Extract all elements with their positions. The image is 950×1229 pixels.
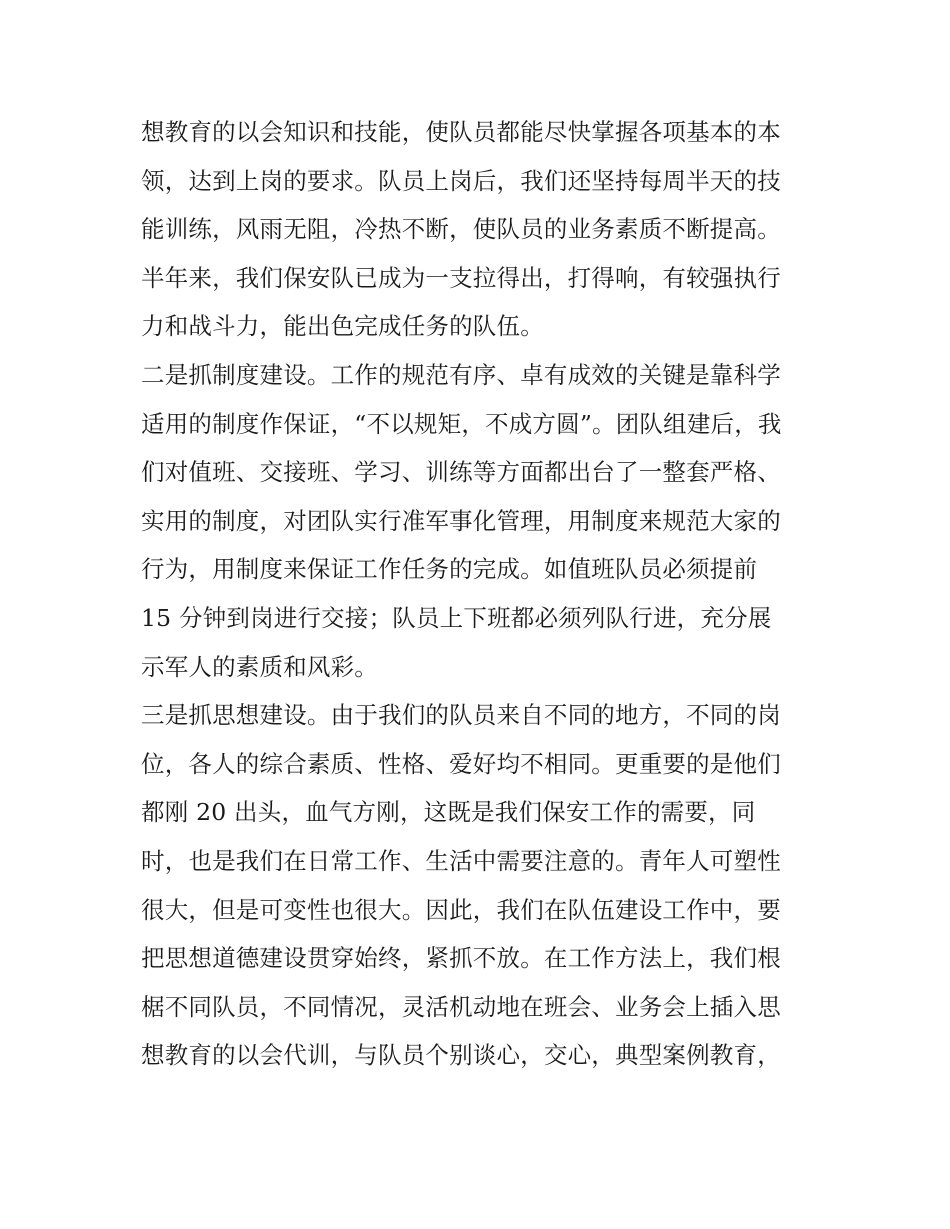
text-line: 们对值班、交接班、学习、训练等方面都出台了一整套严格、 (141, 458, 781, 487)
text-line: 想教育的以会代训，与队员个别谈心，交心，典型案例教育， (141, 1041, 781, 1070)
text-line: 半年来，我们保安队已成为一支拉得出，打得响，有较强执行 (141, 263, 781, 292)
text-line: 15 分钟到岗进行交接；队员上下班都必须列队行进，充分展 (141, 603, 772, 632)
text-line: 想教育的以会知识和技能，使队员都能尽快掌握各项基本的本 (141, 118, 781, 146)
text-line: 力和战斗力，能出色完成任务的队伍。 (141, 312, 544, 341)
text-line: 实用的制度，对团队实行准军事化管理，用制度来规范大家的 (141, 506, 781, 535)
text-line: 三是抓思想建设。由于我们的队员来自不同的地方，不同的岗 (141, 701, 781, 730)
text-line: 椐不同队员，不同情况，灵活机动地在班会、业务会上插入思 (141, 992, 781, 1021)
text-line: 很大，但是可变性也很大。因此，我们在队伍建设工作中，要 (141, 895, 781, 924)
text-line: 能训练，风雨无阻，冷热不断，使队员的业务素质不断提高。 (141, 215, 781, 244)
text-line: 把思想道德建设贯穿始终，紧抓不放。在工作方法上，我们根 (141, 944, 781, 973)
text-line: 领，达到上岗的要求。队员上岗后，我们还坚持每周半天的技 (141, 166, 781, 195)
text-line: 适用的制度作保证，“不以规矩，不成方圆”。团队组建后，我 (141, 409, 782, 438)
text-line: 行为，用制度来保证工作任务的完成。如值班队员必须提前 (141, 555, 758, 584)
text-line: 位，各人的综合素质、性格、爱好均不相同。更重要的是他们 (141, 749, 781, 778)
text-line: 都刚 20 出头，血气方刚，这既是我们保安工作的需要，同 (141, 798, 756, 827)
text-line: 时，也是我们在日常工作、生活中需要注意的。青年人可塑性 (141, 846, 781, 875)
text-line: 示军人的素质和风彩。 (141, 652, 378, 681)
text-line: 二是抓制度建设。工作的规范有序、卓有成效的关键是靠科学 (141, 360, 781, 389)
document-body (141, 108, 821, 1080)
